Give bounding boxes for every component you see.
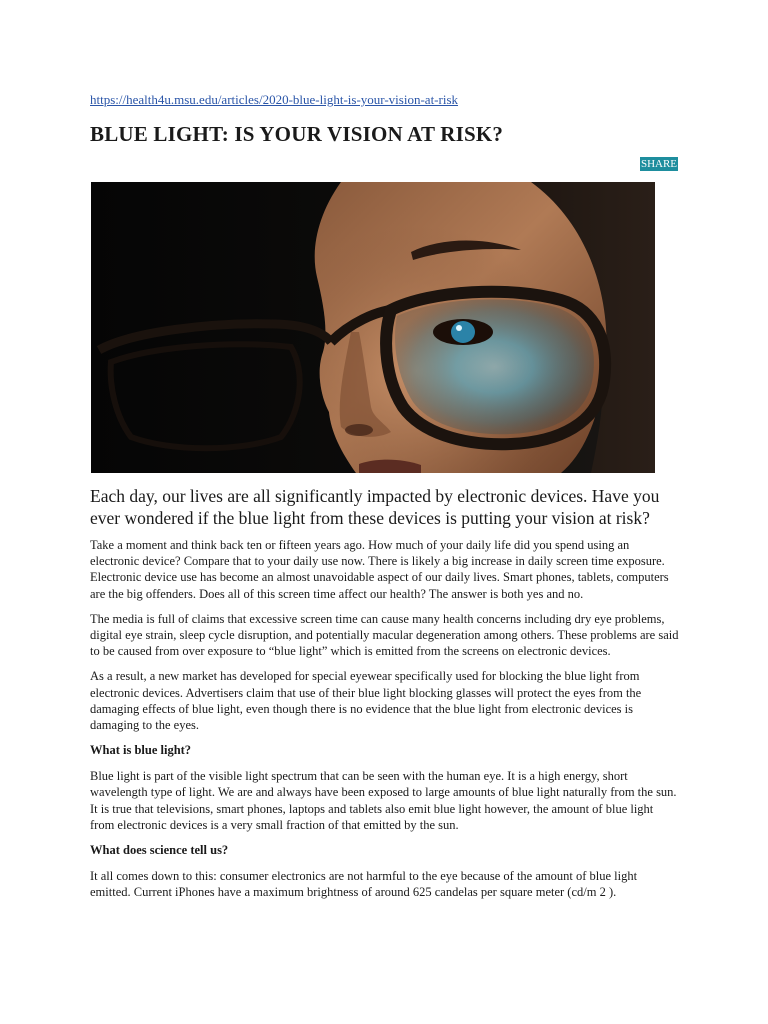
article-body [90, 537, 680, 909]
paragraph: As a result, a new market has developed for special eyewear specifically used for blocking the blue light from electronic devices. Advertisers claim that use of their blue light blocking glasses will protect the eyes from the damaging effects of blue light, even though there is no evidence that the blue light from electronic devices is damaging to the eyes. [90, 669, 642, 733]
section-heading: What is blue light? [90, 743, 192, 758]
article-title: BLUE LIGHT: IS YOUR VISION AT RISK? [90, 122, 504, 146]
share-button[interactable]: SHARE [640, 158, 678, 170]
paragraph: Take a moment and think back ten or fifteen years ago. How much of your daily life did you spend using an electronic device? Compare that to your daily use now. There is likely a big increase in daily screen time exposure. Electronic device use has become an almost unavoidable aspect of our daily lives. Smart phones, tablets, computers are the big offenders. Does all of this screen time affect our health? The answer is both yes and no. [90, 538, 669, 601]
article-url-link[interactable]: https://health4u.msu.edu/articles/2020-blue-light-is-your-vision-at-risk [90, 92, 459, 107]
paragraph: Blue light is part of the visible light spectrum that can be seen with the human eye. It is a high energy, short wavelength type of light. We are and always have been exposed to large amounts of blue light naturally from the sun. It is true that televisions, smart phones, laptops and tablets also emit blue light however, the amount of blue light from electronic devices is a very small fraction of that emitted by the sun. [90, 769, 677, 832]
paragraph: The media is full of claims that excessive screen time can cause many health concerns including dry eye problems, digital eye strain, sleep cycle disruption, and potentially macular degeneration among others. These problems are said to be caused from over exposure to “blue light” which is emitted from the screens on electronic devices. [90, 611, 679, 659]
section-heading: What does science tell us? [90, 843, 229, 858]
article-intro: Each day, our lives are all significantly impacted by electronic devices. Have you ever wondered if the blue light from these devices is putting your vision at risk? [90, 486, 660, 528]
hero-photo-woman-with-glasses [91, 182, 655, 473]
paragraph: It all comes down to this: consumer electronics are not harmful to the eye because of the amount of blue light emitted. Current iPhones have a maximum brightness of around 625 candelas per square meter (cd/m 2 ). [90, 869, 638, 900]
